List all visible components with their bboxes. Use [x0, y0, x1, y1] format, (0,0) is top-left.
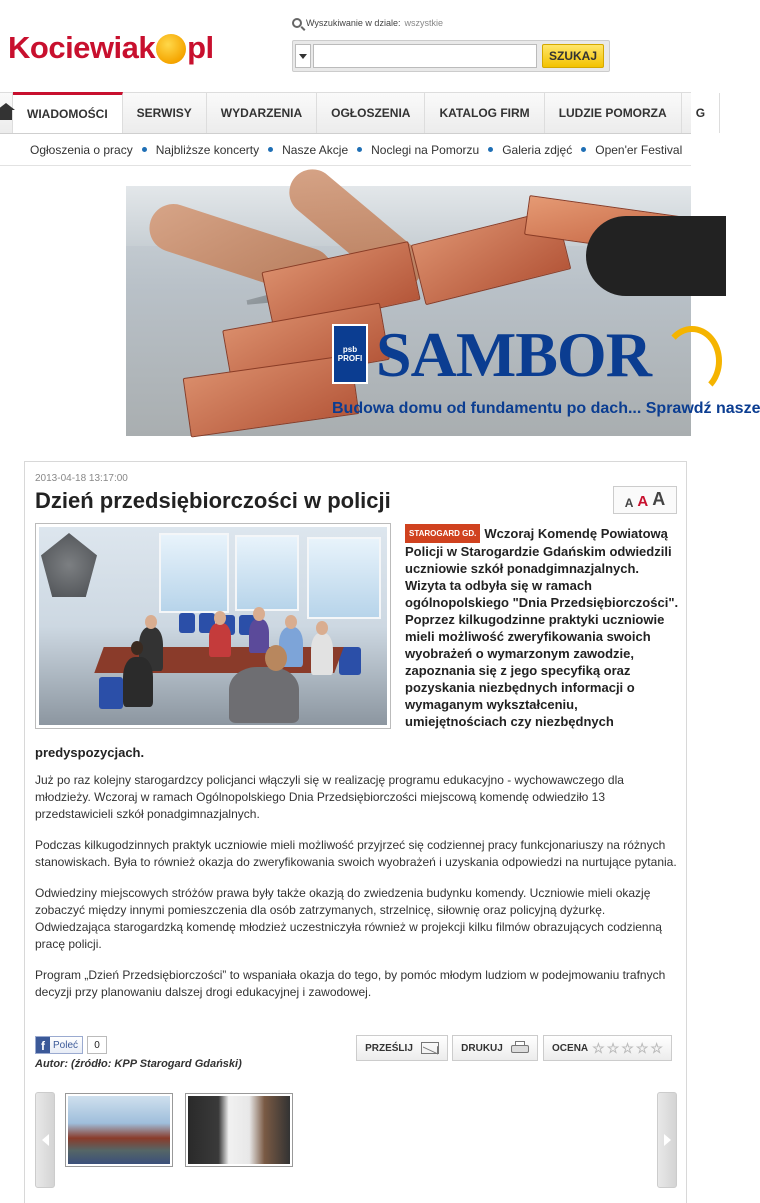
logo-text-main: Kociewiak — [8, 30, 156, 65]
photo-window — [307, 537, 381, 619]
bullet-icon — [268, 147, 273, 152]
psb-logo — [332, 324, 368, 384]
gallery-thumbnail-image — [68, 1096, 170, 1164]
nav-item-ogloszenia[interactable]: OGŁOSZENIA — [317, 93, 425, 133]
subnav-link[interactable]: Nasze Akcje — [282, 142, 349, 157]
photo-chair — [179, 613, 195, 633]
photo-person — [209, 623, 231, 657]
search-icon — [292, 18, 302, 28]
article-paragraph: Program „Dzień Przedsiębiorczości” to wspaniała okazja do tego, by pomóc młodym ludziom w podejmowaniu trafnych decyzji przy planowaniu dalszej drogi edukacyjnej i zawodowej. — [35, 968, 666, 999]
photo-person — [123, 657, 153, 707]
facebook-like-label: Poleć — [53, 1039, 79, 1051]
article-body — [35, 772, 679, 1015]
search-button[interactable]: SZUKAJ — [542, 44, 604, 68]
article-lead-tail: predyspozycjach. — [35, 745, 145, 760]
photo-person-head — [145, 615, 157, 629]
facebook-like — [35, 1036, 107, 1054]
facebook-like-count: 0 — [87, 1036, 107, 1054]
main-navigation — [0, 92, 706, 134]
font-size-small[interactable]: A — [624, 496, 634, 510]
bullet-icon — [581, 147, 586, 152]
article-photo[interactable] — [35, 523, 391, 729]
font-size-switcher — [613, 486, 677, 514]
search-scope-dropdown[interactable] — [295, 44, 311, 68]
home-icon — [0, 110, 12, 120]
arrow-right-icon — [664, 1134, 671, 1146]
site-logo[interactable] — [8, 30, 214, 66]
send-button[interactable] — [356, 1035, 448, 1061]
photo-person — [229, 667, 299, 723]
article-author: Autor: (źródło: KPP Starogard Gdański) — [35, 1058, 242, 1070]
star-icon[interactable]: ☆ — [621, 1040, 634, 1056]
subnav-link[interactable]: Ogłoszenia o pracy — [30, 142, 133, 157]
subnav-link[interactable]: Noclegi na Pomorzu — [371, 142, 480, 157]
star-icon[interactable]: ☆ — [635, 1040, 649, 1056]
article-paragraph: Odwiedziny miejscowych stróżów prawa były także okazją do zwiedzenia budynku komendy. Uczniowie mieli okazję zobaczyć między innymi pomieszczenia dla osób zatrzymanych, strzelnicę, siłownię oraz policyjną dyżurkę. Odwiedzająca starogardzką komendę młodzież uczestniczyła również w projekcji kilku filmów obrazujących codzienną pracę policji. — [35, 886, 662, 951]
arrow-left-icon — [42, 1134, 49, 1146]
search-input[interactable] — [313, 44, 537, 68]
print-button-label: DRUKUJ — [461, 1042, 503, 1054]
rating-stars — [592, 1041, 663, 1055]
bullet-icon — [488, 147, 493, 152]
photo-person-head — [285, 615, 297, 629]
sub-navigation — [0, 134, 691, 166]
printer-icon — [511, 1041, 529, 1055]
banner-brand: SAMBOR — [376, 319, 651, 390]
subnav-link[interactable]: Najbliższe koncerty — [155, 142, 260, 157]
gallery-thumbnail[interactable] — [185, 1093, 293, 1167]
banner-worker-image — [586, 216, 726, 296]
font-size-medium[interactable]: A — [637, 493, 649, 510]
photo-person — [311, 633, 333, 675]
psb-logo-top: psb — [342, 345, 358, 354]
gallery-thumbnail[interactable] — [65, 1093, 173, 1167]
article-lead-text: Wczoraj Komendę Powiatową Policji w Starogardzie Gdańskim odwiedzili uczniowie szkół ponadgimnazjalnych. Wizyta ta odbyła się w ramach ogólnopolskiego "Dnia Przedsiębiorczości". Poprzez kilkugodzinne praktyki uczniowie mieli możliwość zweryfikowania swoich wyobrażeń o wymarzonym zawodzie, zapoznania się z jego specyfiką oraz pozyskania niezbędnych informacji o wymaganym wykształceniu, umiejętnościach czy niezbędnych — [405, 526, 679, 729]
nav-item-wiadomosci[interactable]: WIADOMOŚCI — [13, 92, 123, 133]
envelope-icon — [421, 1042, 439, 1054]
bullet-icon — [357, 147, 362, 152]
search-area — [292, 18, 612, 63]
search-scope[interactable]: wszystkie — [404, 18, 443, 28]
article-title: Dzień przedsiębiorczości w policji — [35, 488, 391, 513]
nav-item-ludzie-pomorza[interactable]: LUDZIE POMORZA — [545, 93, 682, 133]
site-header — [0, 0, 691, 92]
photo-chair — [339, 647, 361, 675]
banner-swoosh-icon — [662, 326, 722, 396]
facebook-like-button[interactable] — [35, 1036, 83, 1054]
send-button-label: PRZEŚLIJ — [365, 1042, 413, 1054]
article-date: 2013-04-18 13:17:00 — [35, 473, 128, 484]
search-label-text: Wyszukiwanie w dziale: — [306, 18, 401, 28]
photo-person — [249, 619, 269, 653]
photo-window — [159, 533, 229, 613]
subnav-link[interactable]: Galeria zdjęć — [502, 142, 573, 157]
print-button[interactable] — [452, 1035, 538, 1061]
article-lead — [405, 524, 681, 730]
nav-home[interactable] — [0, 93, 13, 133]
facebook-icon: f — [36, 1037, 50, 1053]
photo-gallery — [35, 1092, 677, 1188]
article — [24, 461, 687, 1203]
article-paragraph: Podczas kilkugodzinnych praktyk uczniowie mieli możliwość przyjrzeć się codziennej pracy funkcjonariuszy na różnych stanowiskach. Była to również okazja do zweryfikowania swoich wyobrażeń i uzyskania odpowiedzi na nurtujące pytania. — [35, 838, 677, 869]
banner-tagline: Budowa domu od fundamentu po dach... Sprawdź nasze — [332, 400, 760, 417]
photo-chair — [99, 677, 123, 709]
gallery-thumbnail-image — [188, 1096, 290, 1164]
nav-item-wydarzenia[interactable]: WYDARZENIA — [207, 93, 317, 133]
photo-window — [235, 535, 299, 611]
police-badge-image — [41, 533, 97, 597]
star-icon[interactable]: ☆ — [650, 1040, 663, 1056]
location-tag[interactable]: STAROGARD GD. — [405, 524, 480, 543]
article-photo-image — [39, 527, 387, 725]
photo-person-head — [253, 607, 265, 621]
star-icon[interactable]: ☆ — [606, 1040, 620, 1056]
rating-widget — [543, 1035, 672, 1061]
rating-label: OCENA — [552, 1042, 589, 1054]
photo-person-head — [265, 645, 287, 671]
search-box — [292, 40, 610, 72]
photo-person-head — [214, 611, 226, 625]
nav-item-serwisy[interactable]: SERWISY — [123, 93, 207, 133]
gallery-next-button[interactable] — [657, 1092, 677, 1188]
nav-item-truncated[interactable]: G — [682, 93, 720, 133]
subnav-link[interactable]: Open'er Festival — [595, 142, 683, 157]
advertisement-banner[interactable] — [126, 186, 760, 436]
search-label — [292, 18, 612, 28]
photo-person-head — [131, 641, 143, 655]
bullet-icon — [142, 147, 147, 152]
gallery-prev-button[interactable] — [35, 1092, 55, 1188]
font-size-large[interactable]: A — [652, 489, 666, 509]
nav-item-katalog-firm[interactable]: KATALOG FIRM — [425, 93, 544, 133]
photo-person-head — [316, 621, 328, 635]
star-icon[interactable]: ☆ — [592, 1040, 605, 1056]
logo-text-domain: pl — [187, 30, 214, 65]
article-paragraph: Już po raz kolejny starogardzcy policjanci włączyli się w realizację programu edukacyjno - wychowawczego dla młodzieży. Wczoraj w ramach Ogólnopolskiego Dnia Przedsiębiorczości miejscową komendę odwiedziło 13 przedstawicieli szkół ponadgimnazjalnych. — [35, 773, 624, 821]
psb-logo-bottom: PROFI — [337, 354, 363, 363]
logo-dot-icon — [156, 34, 186, 64]
